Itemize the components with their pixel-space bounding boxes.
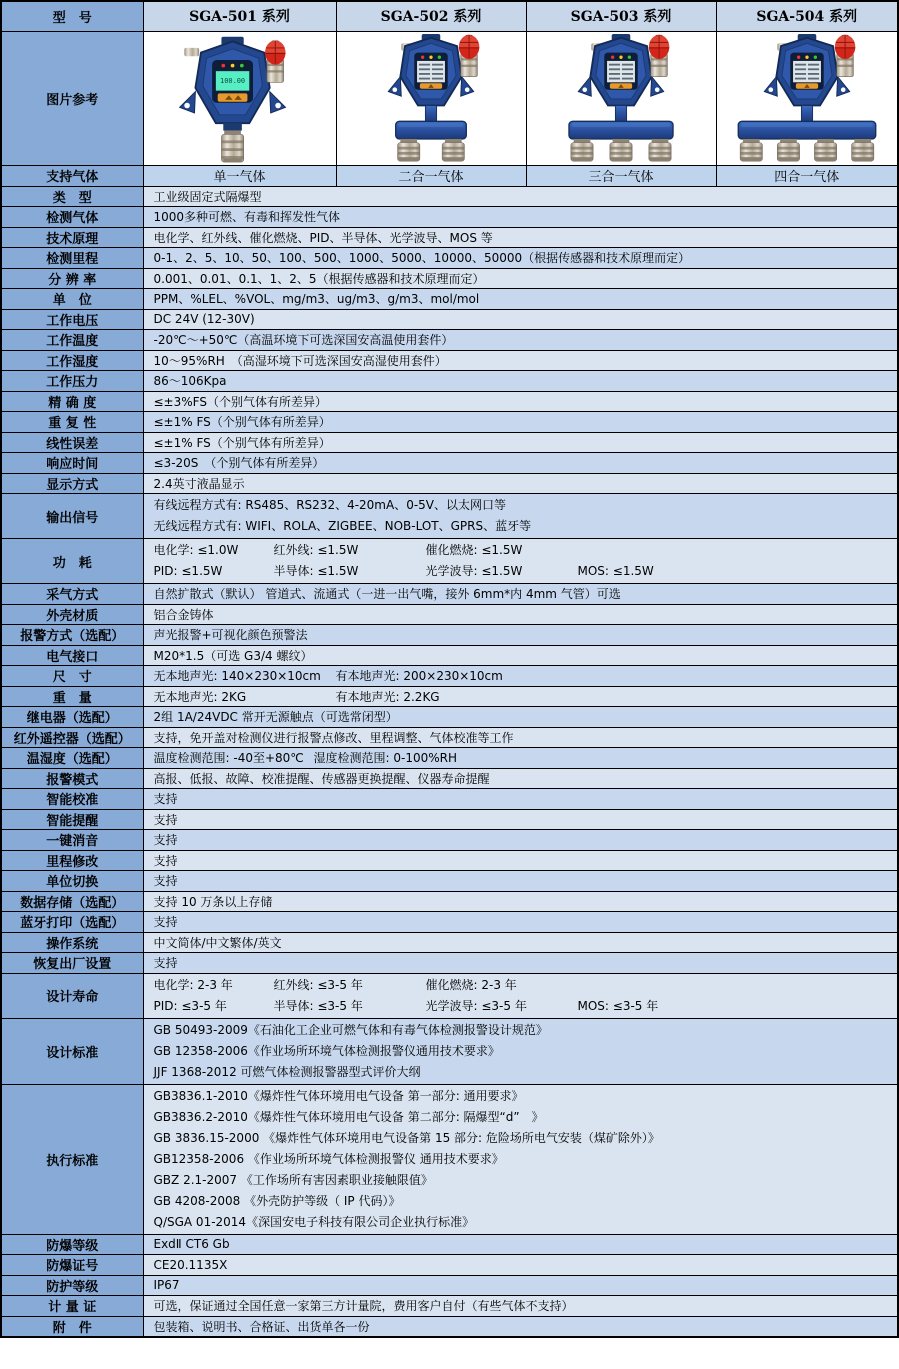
row-label-power: 功 耗 bbox=[1, 539, 143, 584]
spec-segment: 无本地声光: 2KG bbox=[153, 689, 247, 704]
spec-value-ex-grade: ExdⅡ CT6 Gb bbox=[143, 1234, 898, 1255]
row-label-unit: 单 位 bbox=[1, 289, 143, 310]
spec-segment: PID: ≤1.5W bbox=[153, 564, 223, 578]
row-label-display: 显示方式 bbox=[1, 473, 143, 494]
spec-value-smart-cal: 支持 bbox=[143, 789, 898, 810]
spec-segment: MOS: ≤3-5 年 bbox=[577, 998, 659, 1013]
product-image-sga-504 bbox=[719, 34, 895, 164]
spec-segment: 半导体: ≤1.5W bbox=[273, 564, 359, 578]
spec-segment: 催化燃烧: 2-3 年 bbox=[425, 977, 517, 992]
row-label-one-key-mute: 一键消音 bbox=[1, 830, 143, 851]
spec-value-work-pressure: 86～106Kpa bbox=[143, 371, 898, 392]
row-label-accessories: 附 件 bbox=[1, 1316, 143, 1337]
product-image-sga-503 bbox=[533, 34, 709, 164]
spec-segment: 光学波导: ≤1.5W bbox=[425, 564, 523, 578]
spec-value-os: 中文简体/中文繁体/英文 bbox=[143, 932, 898, 953]
spec-line: GB3836.1-2010《爆炸性气体环境用电气设备 第一部分: 通用要求》 bbox=[153, 1088, 524, 1103]
spec-value-housing: 铝合金铸体 bbox=[143, 604, 898, 625]
row-label-work-humidity: 工作湿度 bbox=[1, 350, 143, 371]
spec-line bbox=[154, 540, 892, 561]
row-label-size: 尺 寸 bbox=[1, 666, 143, 687]
gas-count-cell-1: 单一气体 bbox=[143, 165, 336, 186]
spec-value-ir-remote: 支持，免开盖对检测仪进行报警点修改、里程调整、气体校准等工作 bbox=[143, 727, 898, 748]
spec-segment: 电化学: 2-3 年 bbox=[153, 977, 233, 992]
spec-line: 无线远程方式有: WIFI、ROLA、ZIGBEE、NOB-LOT、GPRS、蓝牙等 bbox=[153, 519, 532, 533]
spec-value-ex-cert: CE20.1135X bbox=[143, 1255, 898, 1276]
spec-segment: 红外线: ≤1.5W bbox=[273, 543, 359, 557]
product-image-sga-502 bbox=[343, 34, 519, 164]
model-header-2: SGA-502 系列 bbox=[336, 1, 526, 31]
row-label-sampling: 采气方式 bbox=[1, 584, 143, 605]
spec-value-accuracy: ≤±3%FS（个别气体有所差异） bbox=[143, 391, 898, 412]
spec-value-resolution: 0.001、0.01、0.1、1、2、5（根据传感器和技术原理而定） bbox=[143, 268, 898, 289]
model-header-4: SGA-504 系列 bbox=[716, 1, 898, 31]
spec-segment: PID: ≤3-5 年 bbox=[153, 998, 227, 1013]
spec-segment: 半导体: ≤3-5 年 bbox=[273, 998, 363, 1013]
spec-value-display: 2.4英寸液晶显示 bbox=[143, 473, 898, 494]
spec-value-principle: 电化学、红外线、催化燃烧、PID、半导体、光学波导、MOS 等 bbox=[143, 227, 898, 248]
row-label-response-time: 响应时间 bbox=[1, 453, 143, 474]
row-label-target-gas: 检测气体 bbox=[1, 207, 143, 228]
spec-line: GB 3836.15-2000 《爆炸性气体环境用电气设备第 15 部分: 危险场所电气安装（煤矿除外）》 bbox=[153, 1130, 660, 1145]
row-label-design-std: 设计标准 bbox=[1, 1018, 143, 1084]
row-label-housing: 外壳材质 bbox=[1, 604, 143, 625]
spec-value-unit-switch: 支持 bbox=[143, 871, 898, 892]
spec-value-sampling: 自然扩散式（默认） 管道式、流通式（一进一出气嘴，接外 6mm*内 4mm 气管）可选 bbox=[143, 584, 898, 605]
spec-line: 有线远程方式有: RS485、RS232、4-20mA、0-5V、以太网口等 bbox=[153, 498, 507, 512]
row-label-output-signal: 输出信号 bbox=[1, 494, 143, 539]
row-label-range-modify: 里程修改 bbox=[1, 850, 143, 871]
spec-value-repeatability: ≤±1% FS（个别气体有所差异） bbox=[143, 412, 898, 433]
image-cell-sga-503 bbox=[526, 31, 716, 165]
row-label-weight: 重 量 bbox=[1, 686, 143, 707]
row-label-ex-grade: 防爆等级 bbox=[1, 1234, 143, 1255]
row-label-ip-grade: 防护等级 bbox=[1, 1275, 143, 1296]
spec-segment: MOS: ≤1.5W bbox=[577, 564, 654, 578]
gas-count-cell-2: 二合一气体 bbox=[336, 165, 526, 186]
spec-value-range: 0-1、2、5、10、50、100、500、1000、5000、10000、50000（根据传感器和技术原理而定） bbox=[143, 248, 898, 269]
row-label-voltage: 工作电压 bbox=[1, 309, 143, 330]
spec-line: GB 50493-2009《石油化工企业可燃气体和有毒气体检测报警设计规范》 bbox=[153, 1022, 548, 1037]
gas-count-cell-3: 三合一气体 bbox=[526, 165, 716, 186]
spec-value-lifespan bbox=[143, 973, 898, 1018]
model-header-1: SGA-501 系列 bbox=[143, 1, 336, 31]
spec-line bbox=[154, 561, 892, 582]
row-label-ex-cert: 防爆证号 bbox=[1, 1255, 143, 1276]
row-label-lifespan: 设计寿命 bbox=[1, 973, 143, 1018]
row-label-work-pressure: 工作压力 bbox=[1, 371, 143, 392]
row-label-temp-humidity: 温湿度（选配） bbox=[1, 748, 143, 769]
spec-line: GB3836.2-2010《爆炸性气体环境用电气设备 第二部分: 隔爆型“d” 》 bbox=[153, 1109, 544, 1124]
image-cell-sga-502 bbox=[336, 31, 526, 165]
spec-value-unit: PPM、%LEL、%VOL、mg/m3、ug/m3、g/m3、mol/mol bbox=[143, 289, 898, 310]
spec-segment: 有本地声光: 200×230×10cm bbox=[335, 669, 503, 684]
spec-value-voltage: DC 24V (12-30V) bbox=[143, 309, 898, 330]
spec-value-accessories: 包装箱、说明书、合格证、出货单各一份 bbox=[143, 1316, 898, 1337]
spec-line: GB 4208-2008 《外壳防护等级（ IP 代码）》 bbox=[153, 1193, 401, 1208]
model-header-3: SGA-503 系列 bbox=[526, 1, 716, 31]
spec-segment: 无本地声光: 140×230×10cm bbox=[153, 669, 321, 684]
row-label-range: 检测里程 bbox=[1, 248, 143, 269]
row-label-repeatability: 重 复 性 bbox=[1, 412, 143, 433]
row-label-model: 型 号 bbox=[1, 1, 143, 31]
row-label-linearity: 线性误差 bbox=[1, 432, 143, 453]
spec-segment: 温度检测范围: -40至+80℃ bbox=[153, 751, 304, 766]
svg-text:100.00: 100.00 bbox=[219, 77, 245, 86]
spec-segment: 电化学: ≤1.0W bbox=[153, 543, 239, 557]
spec-value-alarm-mode-optional: 声光报警+可视化颜色预警法 bbox=[143, 625, 898, 646]
spec-value-temp-humidity bbox=[143, 748, 898, 769]
spec-value-exec-std bbox=[143, 1084, 898, 1234]
spec-line: JJF 1368-2012 可燃气体检测报警器型式评价大纲 bbox=[153, 1064, 421, 1079]
spec-value-electrical-port: M20*1.5（可选 G3/4 螺纹） bbox=[143, 645, 898, 666]
row-label-alarm-mode-optional: 报警方式（选配） bbox=[1, 625, 143, 646]
spec-value-power bbox=[143, 539, 898, 584]
spec-line: GB 12358-2006《作业场所环境气体检测报警仪通用技术要求》 bbox=[153, 1043, 500, 1058]
spec-value-type: 工业级固定式隔爆型 bbox=[143, 186, 898, 207]
spec-value-alarm-types: 高报、低报、故障、校准提醒、传感器更换提醒、仪器寿命提醒 bbox=[143, 768, 898, 789]
row-label-smart-remind: 智能提醒 bbox=[1, 809, 143, 830]
row-label-ir-remote: 红外遥控器（选配） bbox=[1, 727, 143, 748]
spec-line bbox=[154, 996, 892, 1017]
row-label-electrical-port: 电气接口 bbox=[1, 645, 143, 666]
row-label-os: 操作系统 bbox=[1, 932, 143, 953]
spec-value-work-temp: -20℃～+50℃（高温环境下可选深国安高温使用套件） bbox=[143, 330, 898, 351]
spec-value-smart-remind: 支持 bbox=[143, 809, 898, 830]
row-label-smart-cal: 智能校准 bbox=[1, 789, 143, 810]
row-label-work-temp: 工作温度 bbox=[1, 330, 143, 351]
image-cell-sga-501 bbox=[143, 31, 336, 165]
row-label-type: 类 型 bbox=[1, 186, 143, 207]
row-label-resolution: 分 辨 率 bbox=[1, 268, 143, 289]
gas-count-cell-4: 四合一气体 bbox=[716, 165, 898, 186]
row-label-metering-cert: 计 量 证 bbox=[1, 1296, 143, 1317]
spec-value-bt-print: 支持 bbox=[143, 912, 898, 933]
spec-segment: 催化燃烧: ≤1.5W bbox=[425, 543, 523, 557]
spec-value-linearity: ≤±1% FS（个别气体有所差异） bbox=[143, 432, 898, 453]
spec-value-range-modify: 支持 bbox=[143, 850, 898, 871]
row-label-bt-print: 蓝牙打印（选配） bbox=[1, 912, 143, 933]
product-image-sga-501 bbox=[152, 34, 328, 164]
spec-value-design-std bbox=[143, 1018, 898, 1084]
row-label-principle: 技术原理 bbox=[1, 227, 143, 248]
spec-segment: 光学波导: ≤3-5 年 bbox=[425, 998, 527, 1013]
row-label-gases: 支持气体 bbox=[1, 165, 143, 186]
spec-value-target-gas: 1000多种可燃、有毒和挥发性气体 bbox=[143, 207, 898, 228]
spec-value-size bbox=[143, 666, 898, 687]
row-label-images: 图片参考 bbox=[1, 31, 143, 165]
row-label-data-storage: 数据存储（选配） bbox=[1, 891, 143, 912]
spec-value-output-signal bbox=[143, 494, 898, 539]
spec-value-relay: 2组 1A/24VDC 常开无源触点（可选常闭型） bbox=[143, 707, 898, 728]
row-label-accuracy: 精 确 度 bbox=[1, 391, 143, 412]
spec-segment: 湿度检测范围: 0-100%RH bbox=[313, 751, 457, 766]
spec-value-work-humidity: 10～95%RH （高湿环境下可选深国安高湿使用套件） bbox=[143, 350, 898, 371]
spec-line: GBZ 2.1-2007 《工作场所有害因素职业接触限值》 bbox=[153, 1172, 433, 1187]
row-label-unit-switch: 单位切换 bbox=[1, 871, 143, 892]
spec-value-ip-grade: IP67 bbox=[143, 1275, 898, 1296]
spec-value-metering-cert: 可选，保证通过全国任意一家第三方计量院，费用客户自付（有些气体不支持） bbox=[143, 1296, 898, 1317]
row-label-exec-std: 执行标准 bbox=[1, 1084, 143, 1234]
spec-segment: 有本地声光: 2.2KG bbox=[335, 689, 440, 704]
spec-value-factory-reset: 支持 bbox=[143, 953, 898, 974]
spec-value-weight bbox=[143, 686, 898, 707]
row-label-factory-reset: 恢复出厂设置 bbox=[1, 953, 143, 974]
spec-value-one-key-mute: 支持 bbox=[143, 830, 898, 851]
image-cell-sga-504 bbox=[716, 31, 898, 165]
spec-segment: 红外线: ≤3-5 年 bbox=[273, 977, 363, 992]
row-label-relay: 继电器（选配） bbox=[1, 707, 143, 728]
row-label-alarm-types: 报警模式 bbox=[1, 768, 143, 789]
spec-value-response-time: ≤3-20S （个别气体有所差异） bbox=[143, 453, 898, 474]
spec-line: Q/SGA 01-2014《深国安电子科技有限公司企业执行标准》 bbox=[153, 1214, 475, 1229]
spec-value-data-storage: 支持 10 万条以上存储 bbox=[143, 891, 898, 912]
spec-line bbox=[154, 975, 892, 996]
spec-line: GB12358-2006 《作业场所环境气体检测报警仪 通用技术要求》 bbox=[153, 1151, 504, 1166]
